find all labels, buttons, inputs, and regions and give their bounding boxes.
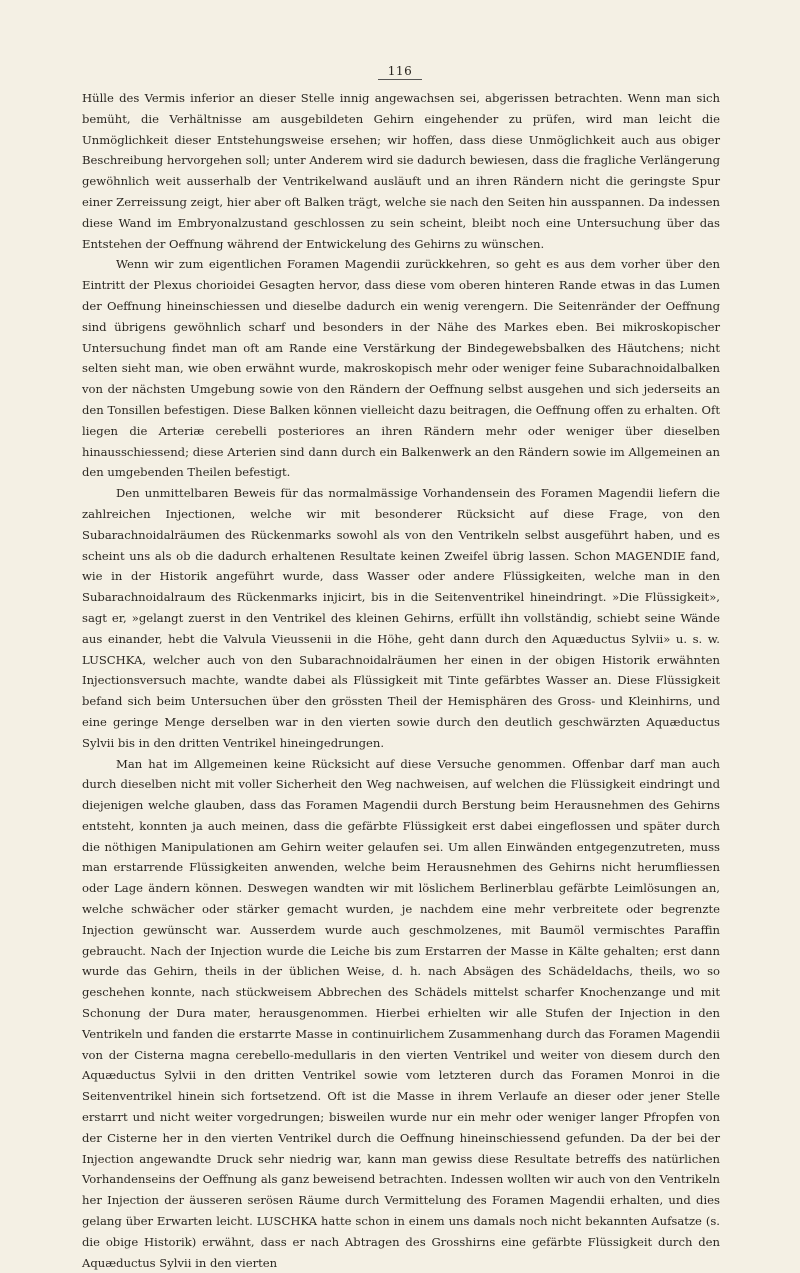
body-text [82,88,720,1273]
paragraph: Man hat im Allgemeinen keine Rücksicht auf diese Versuche genommen. Offenbar darf man auch durch dieselben nicht mit voller Sicherheit den Weg nachweisen, auf welchen die Flüssigkeit eindringt und diejenigen welche glauben, dass das Foramen Magendii durch Berstung beim Herausnehmen des Gehirns entsteht, konnten ja auch meinen, dass die gefärbte Flüssigkeit erst dabei eingeflossen und später durch die nöthigen Manipulationen am Gehirn weiter gelaufen sei. Um allen Einwänden entgegenzutreten, muss man erstarrende Flüssigkeiten anwenden, welche beim Herausnehmen des Gehirns nicht herumfliessen oder Lage ändern können. Deswegen wandten wir mit löslichem Berlinerblau gefärbte Leimlösungen an, welche schwächer oder stärker gemacht wurden, je nachdem eine mehr verbreitete oder begrenzte Injection gewünscht war. Ausserdem wurde auch geschmolzenes, mit Baumöl vermischtes Paraffin gebraucht. Nach der Injection wurde die Leiche bis zum Erstarren der Masse in Kälte gehalten; erst dann wurde das Gehirn, theils in der üblichen Weise, d. h. nach Absägen des Schädeldachs, theils, wo so geschehen konnte, nach stückweisem Abbrechen des Schädels mittelst scharfer Knochenzange und mit Schonung der Dura mater, herausgenommen. Hierbei erhielten wir alle Stufen der Injection in den Ventrikeln und fanden die erstarrte Masse in continuirlichem Zusammenhang durch das Foramen Magendii von der Cisterna magna cerebello-medullaris in den vierten Ventrikel und weiter von diesem durch den Aquæductus Sylvii in den dritten Ventrikel sowie vom letzteren durch das Foramen Monroi in die Seitenventrikel hinein sich fortsetzend. Oft ist die Masse in ihrem Verlaufe an dieser oder jener Stelle erstarrt und nicht weiter vorgedrungen; bisweilen wurde nur ein mehr oder weniger langer Pfropfen von der Cisterne her in den vierten Ventrikel durch die Oeffnung hineinschiessend gefunden. Da der bei der Injection angewandte Druck sehr niedrig war, kann man gewiss diese Resultate betreffs des natürlichen Vorhandenseins der Oeffnung als ganz beweisend betrachten. Indessen wollten wir auch von den Ventrikeln her Injection der äusseren serösen Räume durch Vermittelung des Foramen Magendii erhalten, und dies gelang über Erwarten leicht. LUSCHKA hatte schon in einem uns damals noch nicht bekannten Aufsatze (s. die obige Historik) erwähnt, dass er nach Abtragen des Grosshirns eine gefärbte Flüssigkeit durch den Aquæductus Sylvii in den vierten [82,754,720,1273]
paragraph: Den unmittelbaren Beweis für das normalmässige Vorhandensein des Foramen Magendii liefern die zahlreichen Injectionen, welche wir mit besonderer Rücksicht auf diese Frage, von den Subarachnoidalräumen des Rückenmarks sowohl als von den Ventrikeln selbst ausgeführt haben, und es scheint uns als ob die dadurch erhaltenen Resultate keinen Zweifel übrig lassen. Schon MAGENDIE fand, wie in der Historik angeführt wurde, dass Wasser oder andere Flüssigkeiten, welche man in den Subarachnoidalraum des Rückenmarks injicirt, bis in die Seitenventrikel hineindringt. »Die Flüssigkeit», sagt er, »gelangt zuerst in den Ventrikel des kleinen Gehirns, erfüllt ihn vollständig, schiebt seine Wände aus einander, hebt die Valvula Vieussenii in die Höhe, geht dann durch den Aquæductus Sylvii» u. s. w. LUSCHKA, welcher auch von den Subarachnoidalräumen her einen in der obigen Historik erwähnten Injectionsversuch machte, wandte dabei als Flüssigkeit mit Tinte gefärbtes Wasser an. Diese Flüssigkeit befand sich beim Untersuchen über den grössten Theil der Hemisphären des Gross- und Kleinhirns, und eine geringe Menge derselben war in den vierten sowie durch den deutlich geschwärzten Aquæductus Sylvii bis in den dritten Ventrikel hineingedrungen. [82,483,720,753]
paragraph: Hülle des Vermis inferior an dieser Stelle innig angewachsen sei, abgerissen betrachten. Wenn man sich bemüht, die Verhältnisse am ausgebildeten Gehirn eingehender zu prüfen, wird man leicht die Unmöglichkeit dieser Entstehungsweise ersehen; wir hoffen, dass diese Unmöglichkeit auch aus obiger Beschreibung hervorgehen soll; unter Anderem wird sie dadurch bewiesen, dass die fragliche Verlängerung gewöhnlich weit ausserhalb der Ventrikelwand ausläuft und an ihren Rändern nicht die geringste Spur einer Zerreissung zeigt, hier aber oft Balken trägt, welche sie nach den Seiten hin ausspannen. Da indessen diese Wand im Embryonalzustand geschlossen zu sein scheint, bleibt noch eine Untersuchung über das Entstehen der Oeffnung während der Entwickelung des Gehirns zu wünschen. [82,88,720,254]
paragraph: Wenn wir zum eigentlichen Foramen Magendii zurückkehren, so geht es aus dem vorher über den Eintritt der Plexus chorioidei Gesagten hervor, dass diese vom oberen hinteren Rande etwas in das Lumen der Oeffnung hineinschiessen und dieselbe dadurch ein wenig verengern. Die Seitenränder der Oeffnung sind übrigens gewöhnlich scharf und besonders in der Nähe des Markes eben. Bei mikroskopischer Untersuchung findet man oft am Rande eine Verstärkung der Bindegewebsbalken des Häutchens; nicht selten sieht man, wie oben erwähnt wurde, makroskopisch mehr oder weniger feine Subarachnoidalbalken von der nächsten Umgebung sowie von den Rändern der Oeffnung selbst ausgehen und sich jederseits an den Tonsillen befestigen. Diese Balken können vielleicht dazu beitragen, die Oeffnung offen zu erhalten. Oft liegen die Arteriæ cerebelli posteriores an ihren Rändern mehr oder weniger über dieselben hinausschiessend; diese Arterien sind dann durch ein Balkenwerk an den Rändern sowie im Allgemeinen an den umgebenden Theilen befestigt. [82,254,720,483]
page-number-text: 116 [378,64,422,80]
page-number [0,64,800,80]
